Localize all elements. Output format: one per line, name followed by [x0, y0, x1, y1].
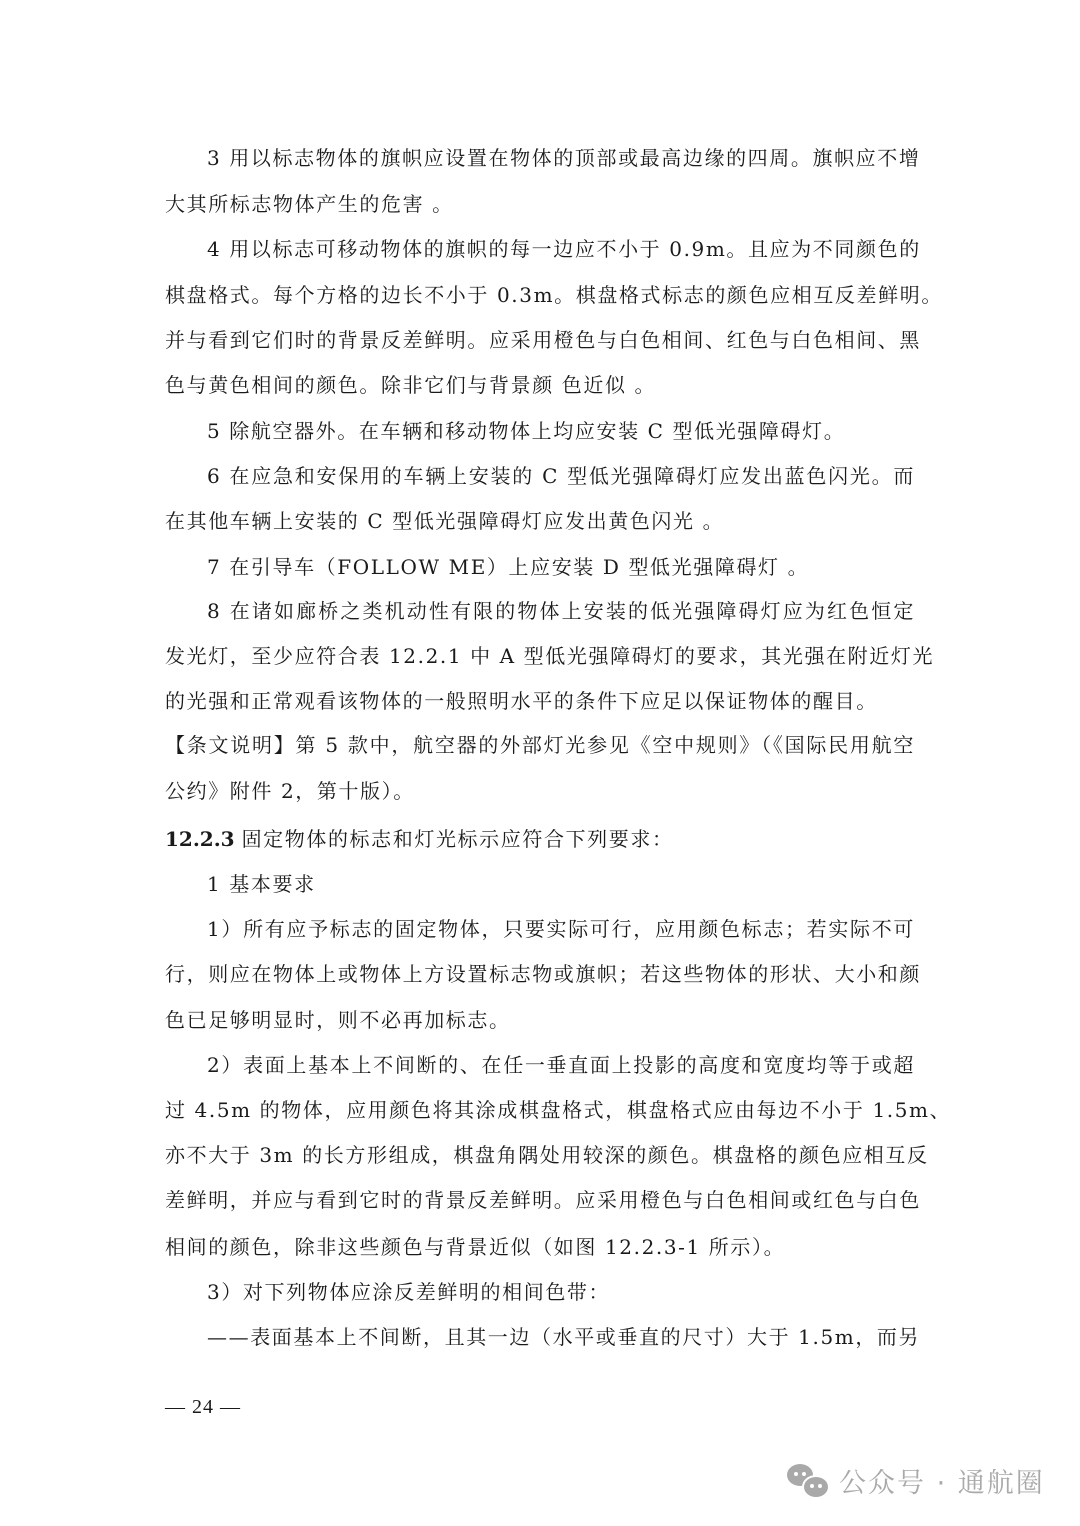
text-line: 6 在应急和安保用的车辆上安装的 C 型低光强障碍灯应发出蓝色闪光。而 — [207, 464, 915, 488]
text-line: 色与黄色相间的颜色。除非它们与背景颜 色近似 。 — [165, 373, 657, 397]
section-number: 12.2.3 — [165, 827, 242, 851]
text-line: 1 基本要求 — [207, 872, 316, 896]
text-line: 7 在引导车（FOLLOW ME）上应安装 D 型低光强障碍灯 。 — [207, 555, 810, 579]
text-line: 行，则应在物体上或物体上方设置标志物或旗帜；若这些物体的形状、大小和颜 — [165, 962, 921, 986]
text-line: 的光强和正常观看该物体的一般照明水平的条件下应足以保证物体的醒目。 — [165, 689, 878, 713]
text-line: 1）所有应予标志的固定物体，只要实际可行，应用颜色标志；若实际不可 — [207, 917, 915, 941]
wechat-icon — [787, 1462, 829, 1498]
text-line: 3 用以标志物体的旗帜应设置在物体的顶部或最高边缘的四周。旗帜应不增 — [207, 146, 921, 170]
text-line: 棋盘格式。每个方格的边长不小于 0.3m。棋盘格式标志的颜色应相互反差鲜明。 — [165, 283, 943, 307]
text-line: 2）表面上基本上不间断的、在任一垂直面上投影的高度和宽度均等于或超 — [207, 1053, 915, 1077]
text-line-note: 【条文说明】第 5 款中，航空器的外部灯光参见《空中规则》（《国际民用航空 — [165, 733, 915, 757]
text-line: ——表面基本上不间断，且其一边（水平或垂直的尺寸）大于 1.5m，而另 — [207, 1325, 921, 1349]
text-line: 4 用以标志可移动物体的旗帜的每一边应不小于 0.9m。且应为不同颜色的 — [207, 237, 921, 261]
text-line: 3）对下列物体应涂反差鲜明的相间色带： — [207, 1280, 611, 1304]
page-number: — 24 — — [165, 1396, 241, 1418]
text-line: 在其他车辆上安装的 C 型低光强障碍灯应发出黄色闪光 。 — [165, 509, 725, 533]
text-line: 差鲜明，并应与看到它时的背景反差鲜明。应采用橙色与白色相间或红色与白色 — [165, 1188, 921, 1212]
text-line: 8 在诸如廊桥之类机动性有限的物体上安装的低光强障碍灯应为红色恒定 — [207, 599, 915, 623]
section-title: 固定物体的标志和灯光标示应符合下列要求： — [241, 827, 674, 851]
text-line: 5 除航空器外。在车辆和移动物体上均应安装 C 型低光强障碍灯。 — [207, 419, 846, 443]
text-line: 亦不大于 3m 的长方形组成，棋盘角隅处用较深的颜色。棋盘格的颜色应相互反 — [165, 1143, 929, 1167]
text-line: 公约》附件 2，第十版）。 — [165, 779, 415, 803]
text-line: 大其所标志物体产生的危害 。 — [165, 192, 454, 216]
text-line: 发光灯，至少应符合表 12.2.1 中 A 型低光强障碍灯的要求，其光强在附近灯光 — [165, 644, 935, 668]
text-line: 色已足够明显时，则不必再加标志。 — [165, 1008, 511, 1032]
section-heading — [165, 824, 674, 854]
text-line: 相间的颜色，除非这些颜色与背景近似（如图 12.2.3-1 所示）。 — [165, 1235, 786, 1259]
watermark-text: 公众号 · 通航圈 — [839, 1467, 1045, 1499]
watermark — [787, 1460, 1045, 1500]
text-line: 并与看到它们时的背景反差鲜明。应采用橙色与白色相间、红色与白色相间、黑 — [165, 328, 921, 352]
text-line: 过 4.5m 的物体，应用颜色将其涂成棋盘格式，棋盘格式应由每边不小于 1.5m、 — [165, 1098, 952, 1122]
